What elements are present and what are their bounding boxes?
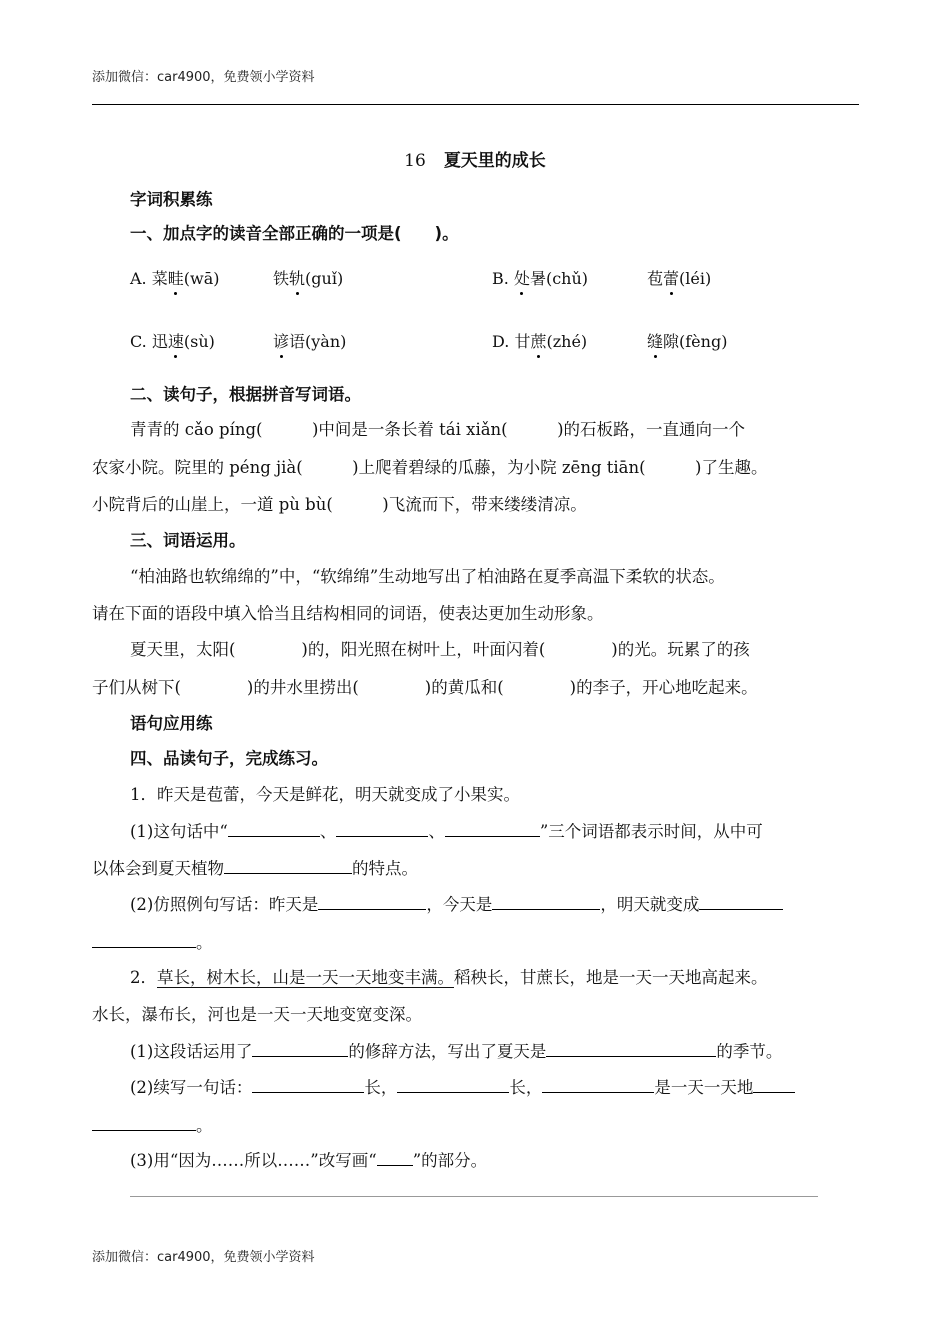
dotted-char: 缝 (647, 329, 663, 352)
dotted-char: 蔗 (530, 329, 546, 352)
section-heading-vocab: 字词积累练 (130, 190, 213, 209)
dotted-char: 谚 (273, 329, 289, 352)
answer-blank[interactable] (224, 859, 352, 874)
option-d-word2: 缝隙(fèng) (647, 329, 727, 352)
answer-blank[interactable] (92, 933, 196, 948)
page-footer: 添加微信：car4900，免费领小学资料 (92, 1250, 315, 1265)
q2-line-2: 农家小院。院里的 péng jià( )上爬着碧绿的瓜藤，为小院 zēng tiān( )了生趣。 (92, 458, 768, 477)
q4-2-2-line-2: 。 (92, 1112, 213, 1136)
section-heading-sentence: 语句应用练 (130, 714, 213, 733)
dotted-char: 速 (168, 329, 184, 352)
option-b-word1: B. 处暑(chǔ) (492, 266, 588, 289)
dotted-char: 处 (514, 266, 530, 289)
q4-2-2-line: (2)续写一句话： 长， 长， 是一天一天地 (130, 1074, 795, 1098)
dotted-char: 蕾 (663, 266, 679, 289)
option-a-word2: 铁轨(guǐ) (273, 266, 343, 289)
lesson-number: 16 (404, 151, 426, 171)
answer-blank[interactable] (699, 895, 783, 910)
header-divider (92, 104, 859, 105)
option-a-word1: A. 菜畦(wā) (130, 266, 219, 289)
option-b-word2: 苞蕾(léi) (647, 266, 711, 289)
answer-blank[interactable] (228, 822, 320, 837)
option-c-word2: 谚语(yàn) (273, 329, 346, 352)
question-3-heading: 三、词语运用。 (130, 531, 246, 550)
page-header: 添加微信：car4900，免费领小学资料 (92, 70, 315, 85)
q4-passage-1: 1．昨天是苞蕾，今天是鲜花，明天就变成了小果实。 (130, 785, 520, 804)
q4-2-3-line: (3)用“因为……所以……”改写画“ ”的部分。 (130, 1151, 488, 1170)
lesson-name: 夏天里的成长 (443, 151, 546, 171)
question-4-heading: 四、品读句子，完成练习。 (130, 749, 328, 768)
answer-line[interactable] (130, 1196, 818, 1197)
answer-blank[interactable] (252, 1042, 348, 1057)
q3-line-4: 子们从树下( )的井水里捞出( )的黄瓜和( )的李子，开心地吃起来。 (92, 678, 758, 697)
dotted-char: 畦 (168, 266, 184, 289)
q4-passage-2-line-2: 水长，瀑布长，河也是一天一天地变宽变深。 (92, 1005, 422, 1024)
answer-blank[interactable] (397, 1078, 509, 1093)
answer-blank[interactable] (252, 1078, 364, 1093)
question-1-heading: 一、加点字的读音全部正确的一项是( )。 (130, 224, 459, 243)
q4-1-1-line: (1)这句话中“ 、 、 ”三个词语都表示时间，从中可 (130, 822, 763, 841)
answer-blank[interactable] (546, 1042, 716, 1057)
answer-blank[interactable] (445, 822, 540, 837)
question-2-heading: 二、读句子，根据拼音写词语。 (130, 385, 361, 404)
q2-line-3: 小院背后的山崖上，一道 pù bù( )飞流而下，带来缕缕清凉。 (92, 495, 587, 514)
q4-passage-2: 2．草长，树木长，山是一天一天地变丰满。稻秧长，甘蔗长，地是一天一天地高起来。 (130, 968, 768, 987)
answer-blank[interactable] (492, 895, 600, 910)
answer-blank[interactable] (542, 1078, 654, 1093)
underline-sample (377, 1151, 413, 1166)
q3-line-1: “柏油路也软绵绵的”中，“软绵绵”生动地写出了柏油路在夏季高温下柔软的状态。 (130, 567, 725, 586)
answer-blank[interactable] (318, 895, 426, 910)
q3-line-2: 请在下面的语段中填入恰当且结构相同的词语，使表达更加生动形象。 (92, 604, 604, 623)
q3-line-3: 夏天里，太阳( )的，阳光照在树叶上，叶面闪着( )的光。玩累了的孩 (130, 640, 750, 659)
lesson-title (0, 146, 950, 171)
q4-2-1-line: (1)这段话运用了 的修辞方法，写出了夏天是 的季节。 (130, 1042, 783, 1061)
q4-1-1-line-2: 以体会到夏天植物 的特点。 (92, 859, 418, 878)
dotted-char: 轨 (289, 266, 305, 289)
option-d-word1: D. 甘蔗(zhé) (492, 329, 587, 352)
underlined-sentence: 草长，树木长，山是一天一天地变丰满。 (157, 968, 454, 987)
q4-1-2-line: (2)仿照例句写话：昨天是 ，今天是 ，明天就变成 (130, 891, 783, 915)
q4-1-2-line-2: 。 (92, 929, 213, 953)
q2-line-1: 青青的 cǎo píng( )中间是一条长着 tái xiǎn( )的石板路，一直通向一个 (130, 420, 746, 439)
answer-blank[interactable] (92, 1116, 196, 1131)
option-c-word1: C. 迅速(sù) (130, 329, 215, 352)
answer-blank[interactable] (336, 822, 428, 837)
answer-blank[interactable] (753, 1078, 795, 1093)
